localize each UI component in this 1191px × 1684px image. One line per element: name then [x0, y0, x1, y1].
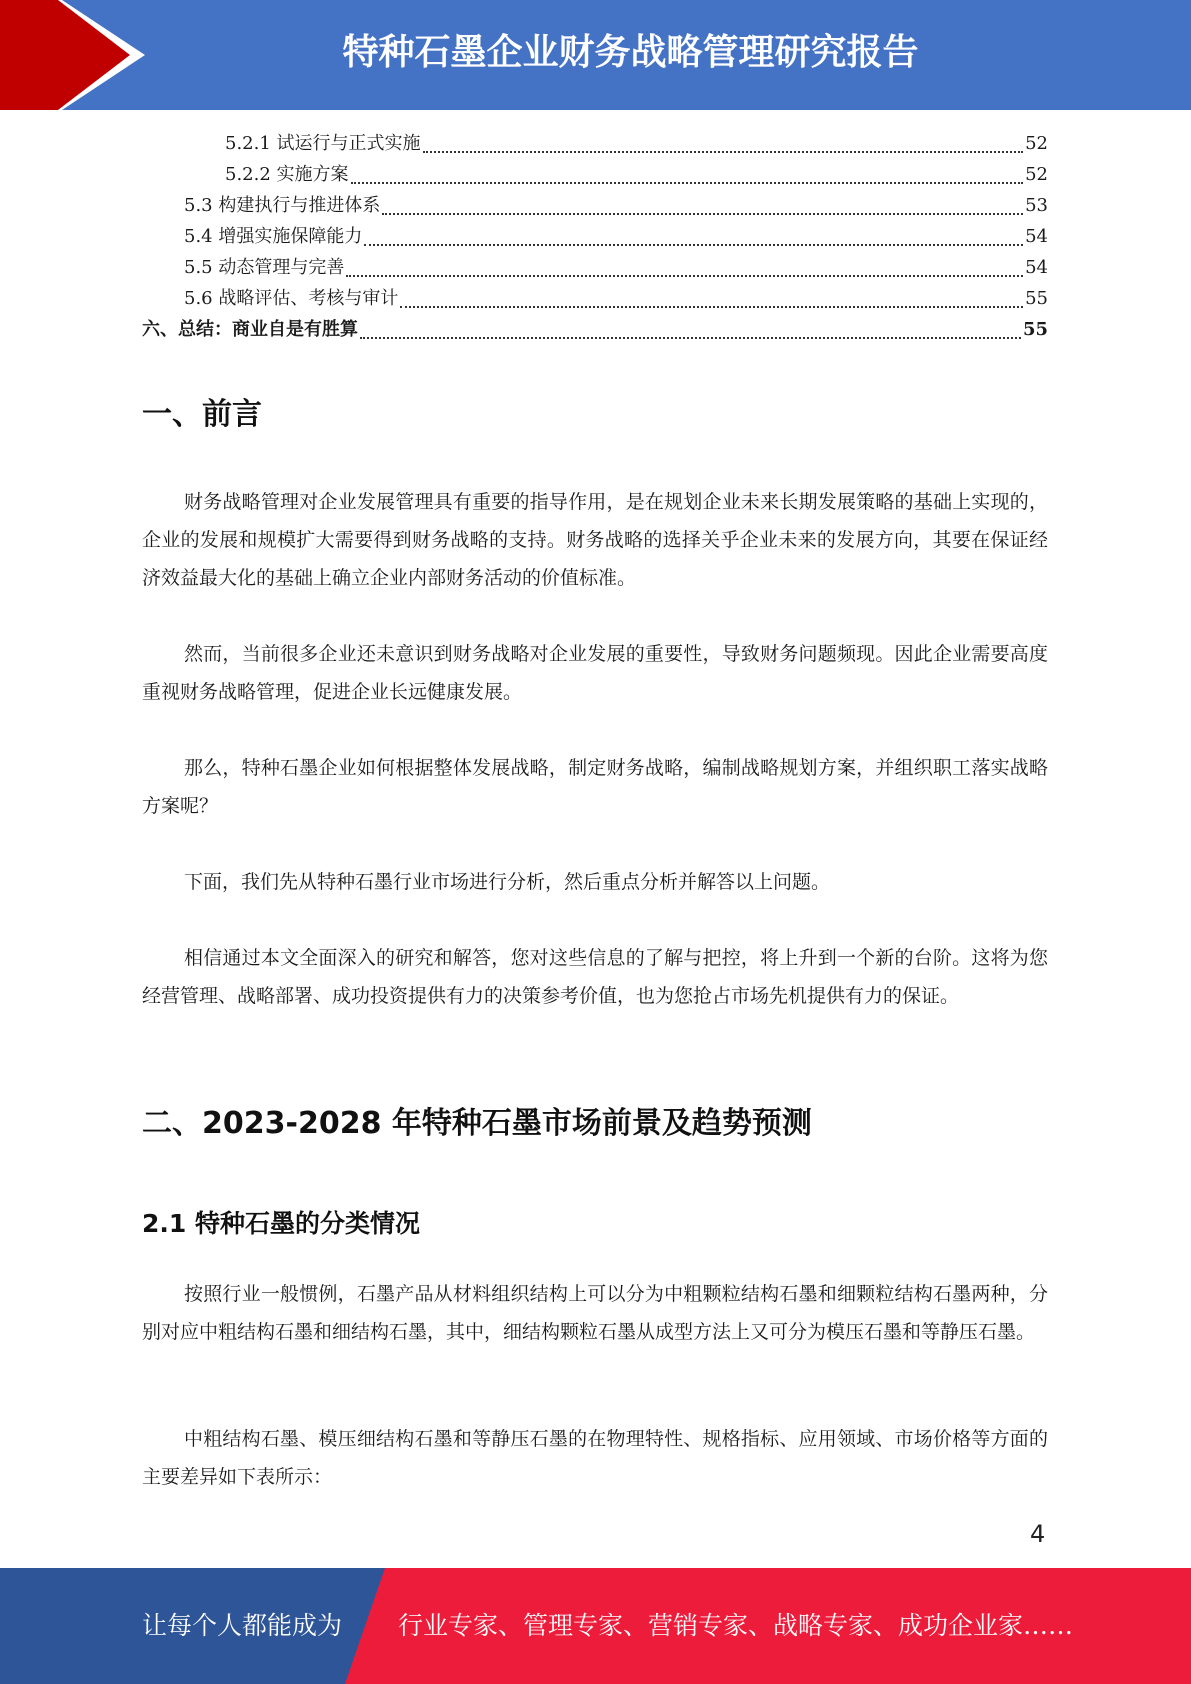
toc-entry-label: 5.2.2 实施方案 — [225, 164, 349, 185]
table-of-contents — [142, 129, 1048, 346]
toc-entry[interactable] — [142, 253, 1048, 284]
page-footer — [0, 1568, 1191, 1684]
toc-leader-dots — [351, 181, 1024, 184]
toc-leader-dots — [382, 212, 1023, 215]
toc-entry-label: 六、总结：商业自是有胜算 — [142, 319, 358, 340]
body-paragraph: 财务战略管理对企业发展管理具有重要的指导作用，是在规划企业未来长期发展策略的基础上实现的，企业的发展和规模扩大需要得到财务战略的支持。财务战略的选择关乎企业未来的发展方向，其要在保证经济效益最大化的基础上确立企业内部财务活动的价值标准。 — [142, 491, 1048, 589]
body-paragraph: 那么，特种石墨企业如何根据整体发展战略，制定财务战略，编制战略规划方案，并组织职工落实战略方案呢？ — [142, 757, 1048, 817]
toc-entry[interactable] — [142, 284, 1048, 315]
toc-leader-dots — [360, 336, 1021, 339]
report-title: 特种石墨企业财务战略管理研究报告 — [342, 32, 919, 73]
body-paragraph: 中粗结构石墨、模压细结构石墨和等静压石墨的在物理特性、规格指标、应用领域、市场价格等方面的主要差异如下表所示： — [142, 1428, 1048, 1488]
subsection-heading: 2.1 特种石墨的分类情况 — [142, 1209, 420, 1238]
toc-entry[interactable] — [142, 315, 1048, 346]
toc-leader-dots — [400, 305, 1023, 308]
footer-slogan-right: 行业专家、管理专家、营销专家、战略专家、成功企业家…… — [398, 1611, 1074, 1640]
toc-entry[interactable] — [142, 160, 1048, 191]
section-heading: 二、2023-2028 年特种石墨市场前景及趋势预测 — [142, 1106, 812, 1141]
toc-entry[interactable] — [142, 191, 1048, 222]
toc-entry-page: 52 — [1025, 164, 1048, 185]
toc-entry-page: 54 — [1025, 257, 1048, 278]
toc-leader-dots — [346, 274, 1023, 277]
toc-entry[interactable] — [142, 222, 1048, 253]
toc-entry-page: 54 — [1025, 226, 1048, 247]
toc-entry[interactable] — [142, 129, 1048, 160]
body-paragraph: 按照行业一般惯例，石墨产品从材料组织结构上可以分为中粗颗粒结构石墨和细颗粒结构石墨两种，分别对应中粗结构石墨和细结构石墨，其中，细结构颗粒石墨从成型方法上又可分为模压石墨和等静压石墨。 — [142, 1283, 1048, 1343]
toc-entry-page: 55 — [1025, 288, 1048, 309]
page-header — [0, 0, 1191, 110]
toc-leader-dots — [423, 150, 1024, 153]
page-number: 4 — [1030, 1520, 1046, 1548]
toc-entry-label: 5.6 战略评估、考核与审计 — [184, 288, 399, 309]
toc-entry-label: 5.5 动态管理与完善 — [184, 257, 345, 278]
toc-entry-label: 5.3 构建执行与推进体系 — [184, 195, 381, 216]
toc-entry-page: 53 — [1025, 195, 1048, 216]
toc-entry-page: 52 — [1025, 133, 1048, 154]
toc-entry-label: 5.4 增强实施保障能力 — [184, 226, 363, 247]
toc-leader-dots — [364, 243, 1023, 246]
body-paragraph: 下面，我们先从特种石墨行业市场进行分析，然后重点分析并解答以上问题。 — [184, 871, 831, 893]
body-paragraph: 相信通过本文全面深入的研究和解答，您对这些信息的了解与把控，将上升到一个新的台阶。这将为您经营管理、战略部署、成功投资提供有力的决策参考价值，也为您抢占市场先机提供有力的保证。 — [142, 947, 1048, 1007]
toc-entry-page: 55 — [1022, 319, 1048, 340]
body-paragraph: 然而，当前很多企业还未意识到财务战略对企业发展的重要性，导致财务问题频现。因此企业需要高度重视财务战略管理，促进企业长远健康发展。 — [142, 643, 1048, 703]
footer-slogan-left: 让每个人都能成为 — [142, 1611, 343, 1640]
toc-entry-label: 5.2.1 试运行与正式实施 — [225, 133, 421, 154]
section-heading: 一、前言 — [142, 397, 262, 432]
